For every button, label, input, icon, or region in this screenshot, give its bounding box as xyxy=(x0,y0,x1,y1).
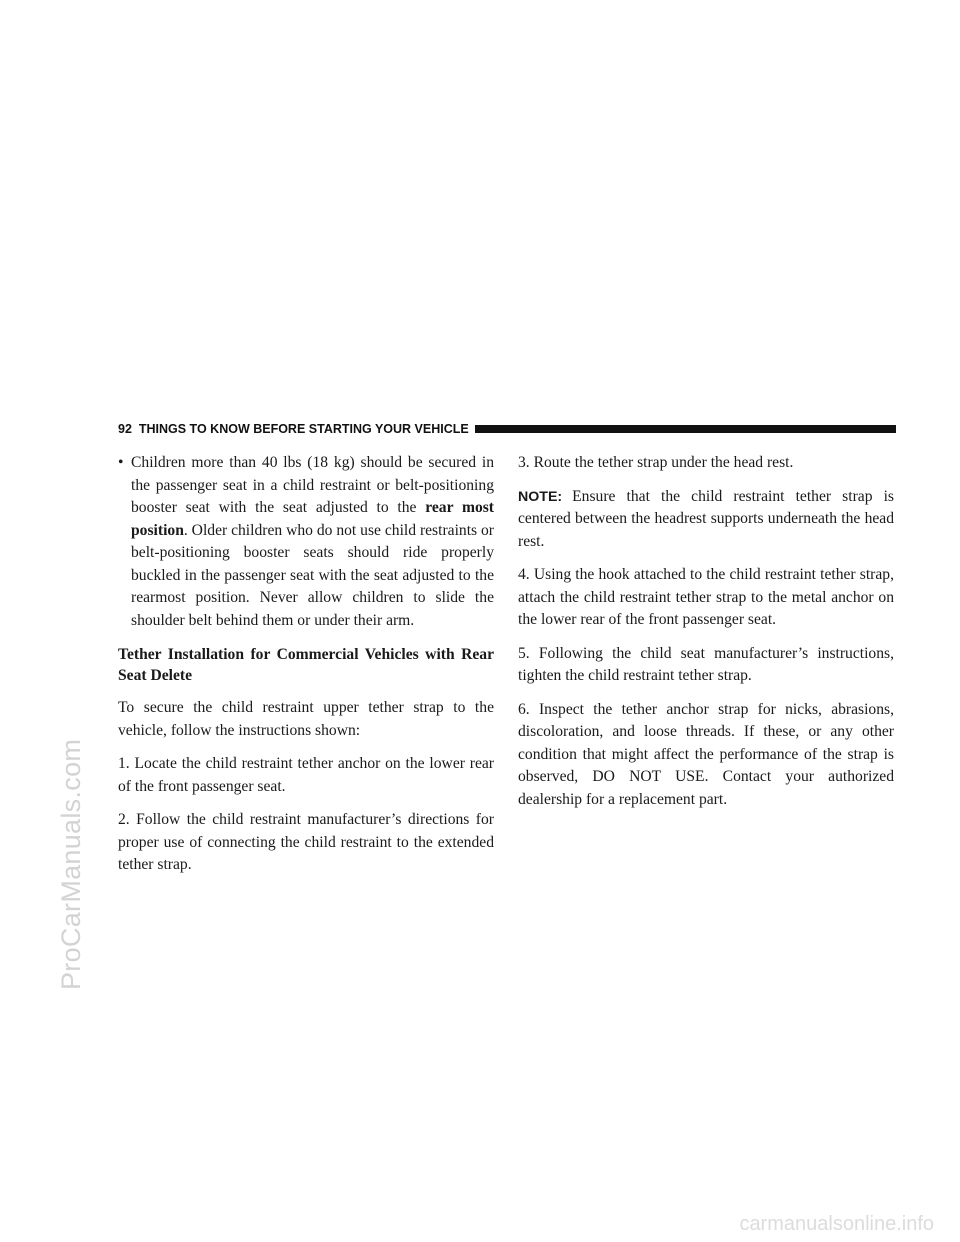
step-5: 5. Following the child seat manufacturer’s instructions, tighten the child restraint tether strap. xyxy=(518,644,894,684)
step-6: 6. Inspect the tether anchor strap for nicks, abrasions, discoloration, and loose threads. If these, or any other condition that might affect the performance of the strap is observed, DO NOT USE. Contact your authorized dealership for a replacement part. xyxy=(518,700,894,808)
page-number: 92 xyxy=(118,422,132,436)
bullet-text-part: . Older children who do not use child restraints or belt-positioning booster seats should ride properly buckled in the passenger seat with the seat adjusted to the rearmost position. Never allow children to slide the shoulder belt behind them or under their arm. xyxy=(131,521,494,629)
bullet-icon: • xyxy=(118,454,124,471)
note-paragraph xyxy=(518,486,894,554)
bullet-text xyxy=(131,452,494,632)
section-title: THINGS TO KNOW BEFORE STARTING YOUR VEHICLE xyxy=(138,422,469,436)
step-2: 2. Follow the child restraint manufacturer’s directions for proper use of connecting the child restraint to the extended tether strap. xyxy=(118,811,494,873)
note-label: NOTE: xyxy=(518,488,563,505)
side-watermark: ProCarManuals.com xyxy=(56,738,86,990)
bullet-bold-text: rear most position xyxy=(131,499,494,539)
step-3: 3. Route the tether strap under the head rest. xyxy=(518,454,794,471)
page-header xyxy=(118,420,896,438)
bottom-watermark: carmanualsonline.info xyxy=(739,1213,934,1235)
right-column xyxy=(518,452,894,822)
intro-paragraph: To secure the child restraint upper tether strap to the vehicle, follow the instructions shown: xyxy=(118,699,494,739)
page-header-text xyxy=(118,422,469,436)
bullet-item xyxy=(118,452,494,632)
bullet-text-part: Children more than 40 lbs (18 kg) should be secured in the passenger seat in a child restraint or belt-positioning booster seat with the seat adjusted to the xyxy=(131,454,494,516)
step-1: 1. Locate the child restraint tether anchor on the lower rear of the front passenger seat. xyxy=(118,755,494,795)
step-4: 4. Using the hook attached to the child restraint tether strap, attach the child restraint tether strap to the metal anchor on the lower rear of the front passenger seat. xyxy=(518,566,894,628)
header-rule xyxy=(475,425,896,433)
section-heading: Tether Installation for Commercial Vehicles with Rear Seat Delete xyxy=(118,646,494,684)
note-text: Ensure that the child restraint tether strap is centered between the headrest supports underneath the head rest. xyxy=(518,487,894,550)
left-column xyxy=(118,452,494,888)
